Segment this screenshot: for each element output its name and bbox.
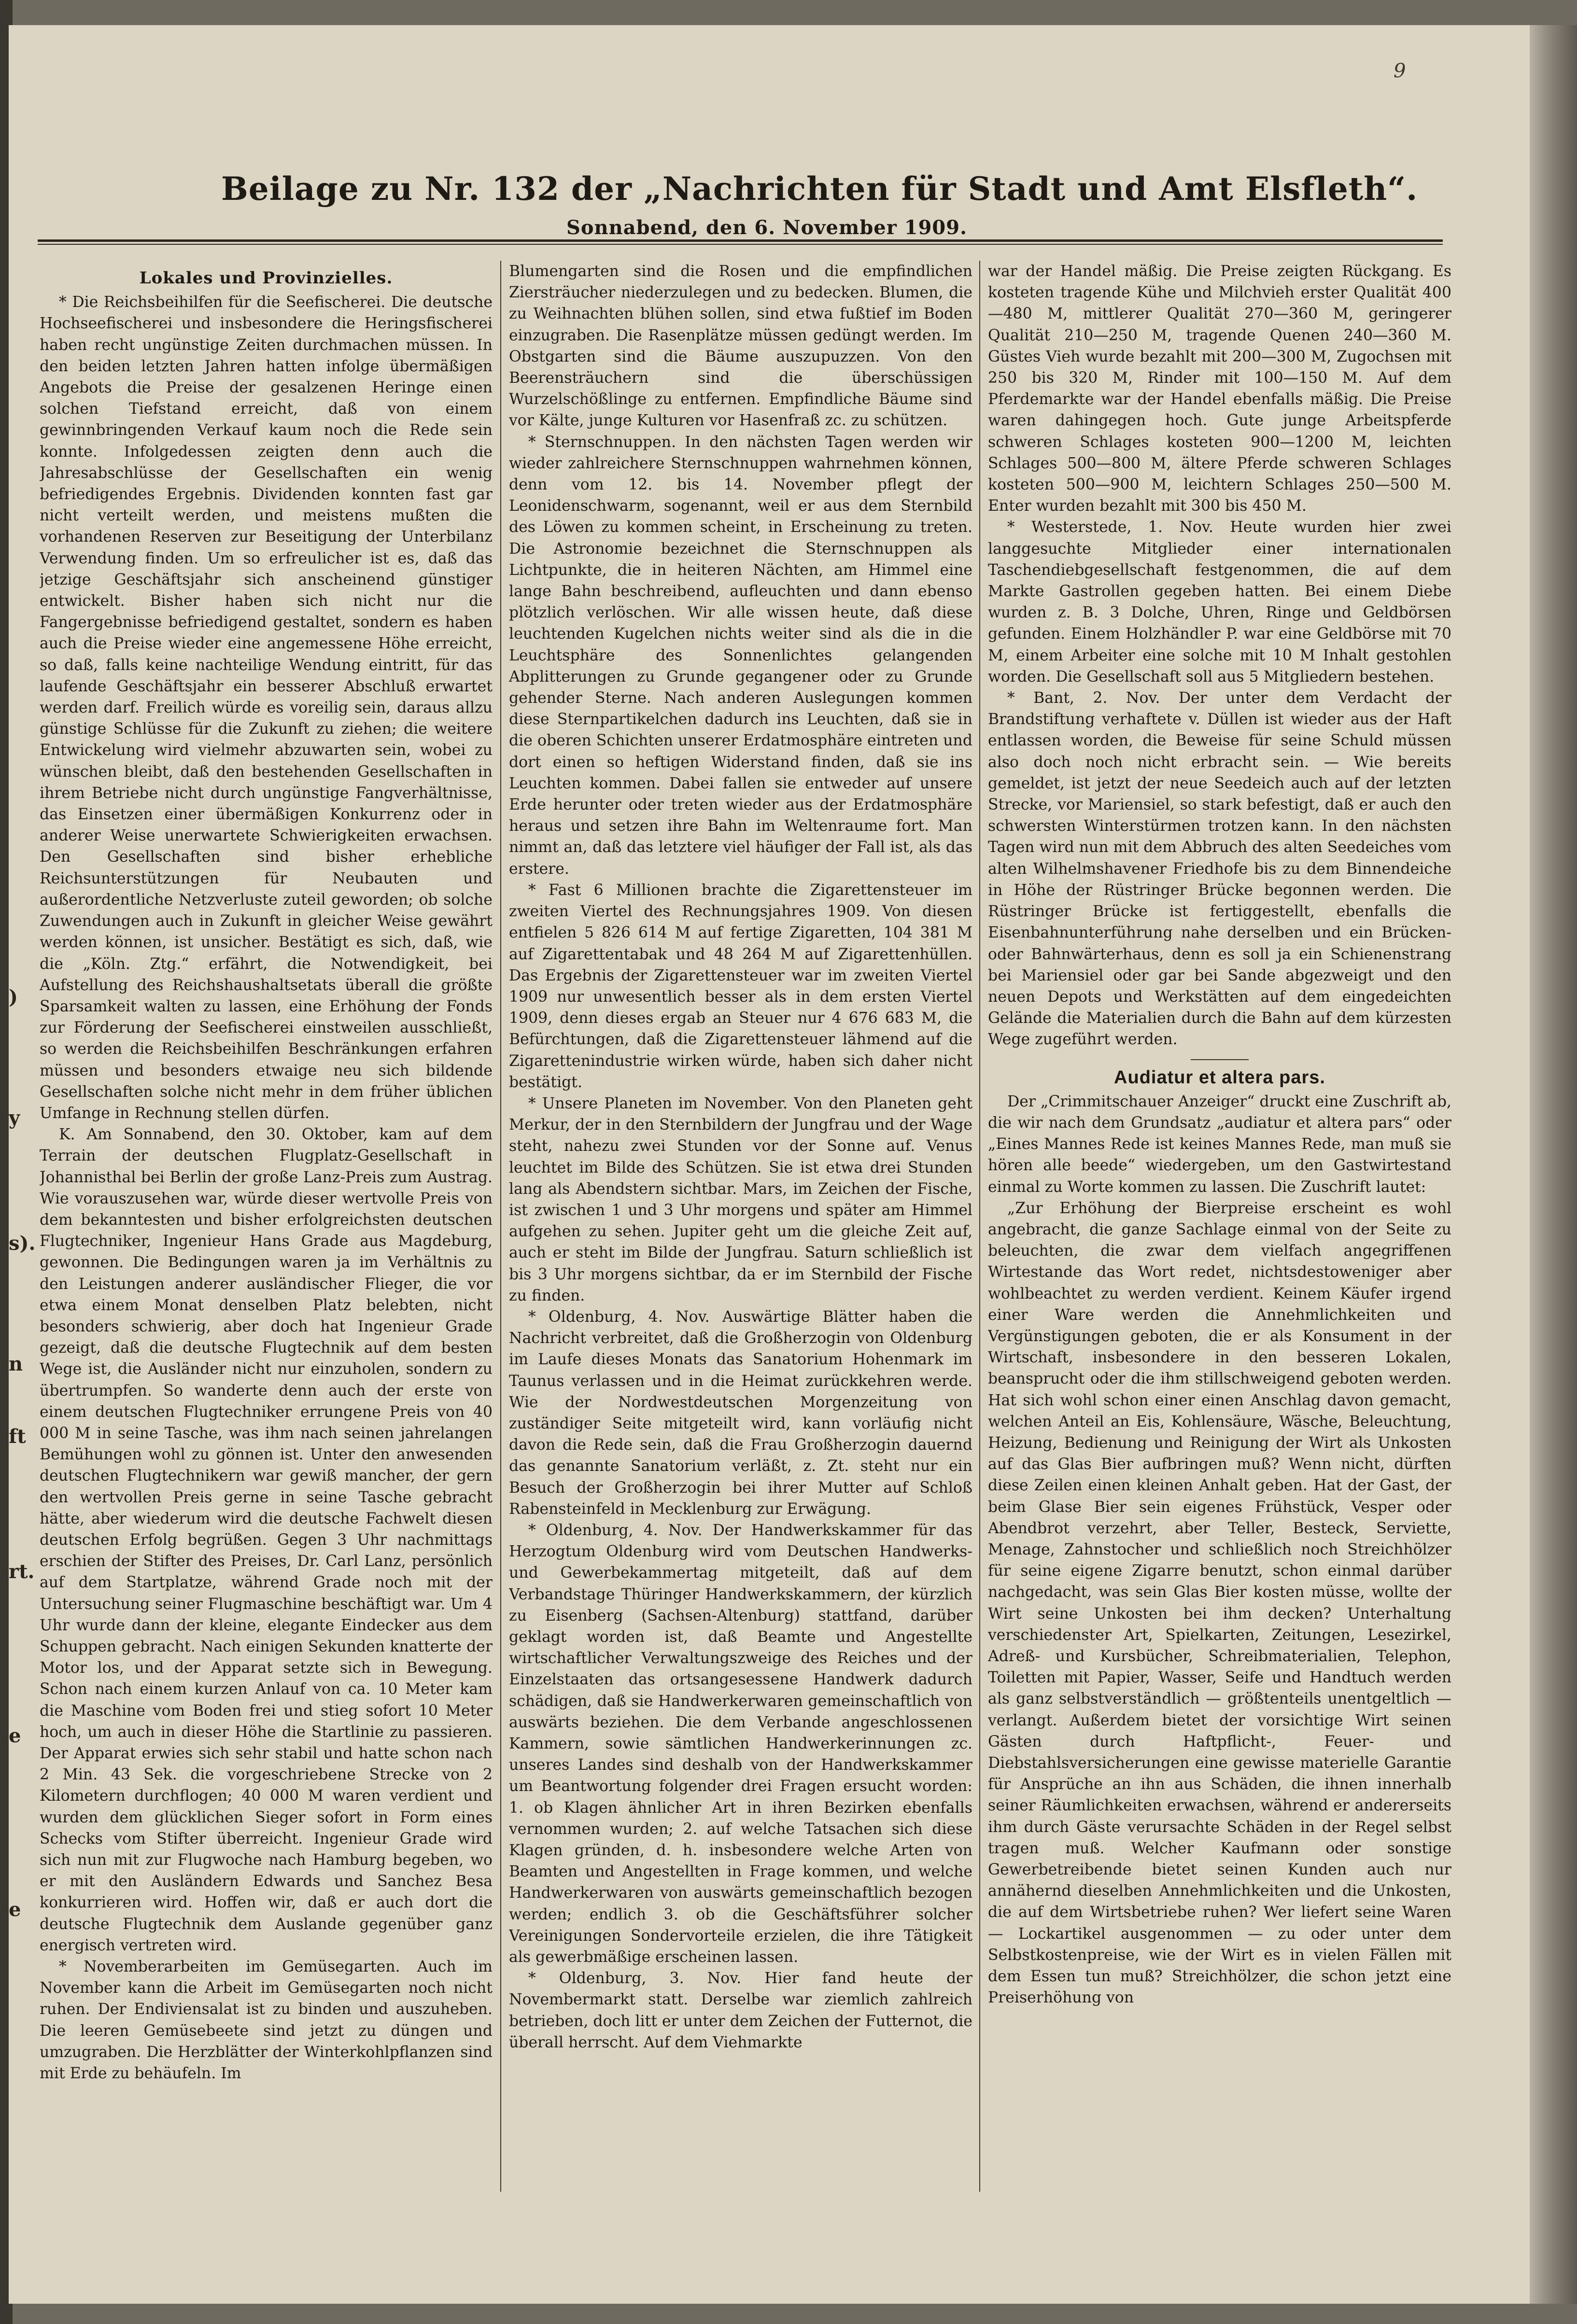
article-paragraph: K. Am Sonnabend, den 30. Oktober, kam auf dem Terrain der deutschen Flugplatz-Gesellschaft in Johannisthal bei Berlin der große Lanz-Preis zum Austrag. Wie vorauszusehen war, würde dieser wertvolle Preis von dem bekanntesten und bisher erfolgreichsten deutschen Flugtechniker, Ingenieur Hans Grade aus Magdeburg, gewonnen. Die Bedingungen waren ja im Verhältnis zu den Leistungen anderer ausländischer Flieger, die vor etwa einem Monat denselben Platz belebten, nicht besonders schwierig, aber doch hat Ingenieur Grade gezeigt, daß die deutsche Flugtechnik auf dem besten Wege ist, die Ausländer nicht nur einzuholen, sondern zu übertrumpfen. So wanderte denn auch der erste von einem deutschen Flugtechniker errungene Preis von 40 000 M in seine Tasche, was ihm nach seinen jahrelangen Bemühungen wohl zu gönnen ist. Unter den anwesenden deutschen Flugtechnikern war gewiß mancher, der gern den wertvollen Preis gerne in seine Tasche gebracht hätte, aber wiederum wird die deutsche Fachwelt diesen deutschen Erfolg begrüßen. Gegen 3 Uhr nachmittags erschien der Stifter des Preises, Dr. Carl Lanz, persönlich auf dem Startplatze, während Grade noch mit der Untersuchung seiner Flugmaschine beschäftigt war. Um 4 Uhr wurde dann der kleine, elegante Eindecker aus dem Schuppen gebracht. Nach einigen Sekunden knatterte der Motor los, und der Apparat setzte sich in Bewegung. Schon nach einem kurzen Anlauf von ca. 10 Meter kam die Maschine vom Boden frei und stieg sofort 10 Meter hoch, um auch in dieser Höhe die Startlinie zu passieren. Der Apparat erwies sich sehr stabil und hatte schon nach 2 Min. 43 Sek. die vorgeschriebene Strecke von 2 Kilometern durchflogen; 40 000 M waren verdient und wurden dem glücklichen Sieger sofort in Form eines Schecks vom Stifter überreicht. Ingenieur Grade wird sich nun mit zur Flugwoche nach Hamburg begeben, wo er mit den Ausländern Edwards und Sanchez Besa konkurrieren wird. Hoffen wir, daß er auch dort die deutsche Flugtechnik dem Auslande gegenüber ganz energisch vertreten wird. xyxy=(40,1126,493,1954)
article-paragraph: * Fast 6 Millionen brachte die Zigarettensteuer im zweiten Viertel des Rechnungsjahres 1909. Von diesen entfielen 5 826 614 M auf fertige Zigaretten, 104 381 M auf Zigarettentabak und 48 264 M auf Zigarettenhüllen. Das Ergebnis der Zigarettensteuer war im zweiten Viertel 1909 nur unwesentlich besser als in dem ersten Viertel 1909, denn dieses ergab an Steuer nur 4 676 683 M, die Befürchtungen, daß die Zigarettensteuer lähmend auf die Zigarettenindustrie wirken würde, haben sich daher nicht bestätigt. xyxy=(509,881,972,1091)
masthead-title: Beilage zu Nr. 132 der „Nachrichten für Stadt und Amt Elsfleth“. xyxy=(221,170,1418,208)
article-paragraph: „Zur Erhöhung der Bierpreise erscheint es wohl angebracht, die ganze Sachlage einmal von der Seite zu beleuchten, die zwar dem vielfach angegriffenen Wirtestande das Wort redet, nichtsdestoweniger aber wohlbeachtet zu werden verdient. Keinem Käufer irgend einer Ware werden die Annehmlichkeiten und Vergünstigungen geboten, die er als Konsument in der Wirtschaft, insbesondere in den besseren Lokalen, beansprucht oder die ihm stillschweigend geboten werden. Hat sich wohl schon einer einen Anschlag davon gemacht, welchen Anteil an Eis, Kohlensäure, Wäsche, Beleuchtung, Heizung, Bedienung und Reinigung der Wirt als Unkosten auf das Glas Bier aufbringen muß? Wenn nicht, dürften diese Zeilen einen kleinen Anhalt geben. Hat der Gast, der beim Glase Bier sein eigenes Frühstück, Vesper oder Abendbrot verzehrt, aber Teller, Besteck, Serviette, Menage, Zahnstocher und schließlich noch Streichhölzer für seine eigene Zigarre benutzt, schon einmal darüber nachgedacht, was sein Glas Bier kosten müsse, wollte der Wirt seine Unkosten bei ihm decken? Unterhaltung verschiedenster Art, Spielkarten, Zeitungen, Lesezirkel, Adreß- und Kursbücher, Schreibmaterialien, Telephon, Toiletten mit Papier, Wasser, Seife und Handtuch werden als ganz selbstverständlich — größtenteils unentgeltlich — verlangt. Außerdem bietet der vorsichtige Wirt seinen Gästen durch Haftpflicht-, Feuer- und Diebstahlsversicherungen eine gewisse materielle Garantie für Ansprüche an ihn aus Schäden, die ihnen innerhalb seiner Räumlichkeiten erwachsen, während er andererseits ihm durch Gäste verursachte Schäden in der Regel selbst tragen muß. Welcher Kaufmann oder sonstige Gewerbetreibende bietet seinen Kunden auch nur annähernd dieselben Annehmlichkeiten und die Unkosten, die auf dem Wirtsbetriebe ruhen? Wer liefert seine Waren — Lockartikel ausgenommen — zu oder unter dem Selbstkostenpreise, wie der Wirt es in vielen Fällen mit dem Essen tun muß? Streichhölzer, die schon jetzt eine Preiserhöhung von xyxy=(988,1199,1451,2007)
header-rule xyxy=(38,239,1443,245)
margin-fragment: y xyxy=(9,1106,20,1129)
article-paragraph: * Novemberarbeiten im Gemüsegarten. Auch im November kann die Arbeit im Gemüsegarten noch nicht ruhen. Der Endiviensalat ist zu binden und auszuheben. Die leeren Gemüsebeete sind jetzt zu düngen und umzugraben. Die Herzblätter der Winterkohlpflanzen sind mit Erde zu behäufeln. Im xyxy=(40,1958,493,2083)
margin-fragment: ) xyxy=(9,986,18,1008)
margin-fragment: n xyxy=(9,1353,23,1375)
margin-fragment: s). xyxy=(9,1232,36,1255)
article-paragraph: * Westerstede, 1. Nov. Heute wurden hier zwei langgesuchte Mitglieder einer internationalen Taschendiebgesellschaft festgenommen, die auf dem Markte Gastrollen gegeben hatten. Bei einem Diebe wurden z. B. 3 Dolche, Uhren, Ringe und Geldbörsen gefunden. Einem Holzhändler P. war eine Geldbörse mit 70 M, einem Arbeiter eine solche mit 10 M Inhalt gestohlen worden. Die Gesellschaft soll aus 5 Mitgliedern bestehen. xyxy=(988,518,1451,686)
section-heading: Audiatur et altera pars. xyxy=(1114,1067,1325,1088)
column-2 xyxy=(509,261,972,2192)
column-divider xyxy=(500,261,501,2192)
article-paragraph: * Unsere Planeten im November. Von den Planeten geht Merkur, der in den Sternbildern der Jungfrau und der Wage steht, nahezu zwei Stunden vor der Sonne auf. Venus leuchtet im Bilde des Schützen. Sie ist etwa drei Stunden lang als Abendstern sichtbar. Mars, im Zeichen der Fische, ist zwischen 1 und 3 Uhr morgens und später am Himmel aufgehen zu sehen. Jupiter geht um die gleiche Zeit auf, auch er steht im Bilde der Jungfrau. Saturn schließlich ist bis 3 Uhr morgens sichtbar, da er im Sternbild der Fische zu finden. xyxy=(509,1094,972,1304)
section-divider xyxy=(1191,1059,1249,1060)
newspaper-page xyxy=(9,25,1530,2304)
article-paragraph: * Oldenburg, 4. Nov. Der Handwerkskammer für das Herzogtum Oldenburg wird vom Deutschen Handwerks- und Gewerbekammertag mitgeteilt, daß auf dem Verbandstage Thüringer Handwerkskammern, der kürzlich zu Eisenberg (Sachsen-Altenburg) stattfand, darüber geklagt worden ist, daß Beamte und Angestellte wirtschaftlicher Verwaltungszweige des Reiches und der Einzelstaaten das ortsangesessene Handwerk dadurch schädigen, daß sie Handwerkerwaren gemeinschaftlich von auswärts beziehen. Die dem Verbande angeschlossenen Kammern, sowie sämtlichen Handwerkerinnungen zc. unseres Landes sind deshalb von der Handwerkskammer um Beantwortung folgender drei Fragen ersucht worden: 1. ob Klagen ähnlicher Art in ihren Bezirken ebenfalls vernommen wurden; 2. auf welche Tatsachen sich diese Klagen gründen, d. h. insbesondere welche Arten von Beamten und Angestellten in Frage kommen, und welche Handwerkerwaren von auswärts gemeinschaftlich bezogen werden; endlich 3. ob die Geschäftsführer solcher Vereinigungen Sondervorteile erzielen, die ihre Tätigkeit als gewerbmäßige erscheinen lassen. xyxy=(509,1521,972,1966)
margin-fragment: ft xyxy=(9,1425,26,1448)
article-paragraph: Blumengarten sind die Rosen und die empfindlichen Ziersträucher niederzulegen und zu bedecken. Blumen, die zu Weihnachten blühen sollen, sind etwa fußtief im Boden einzugraben. Die Rasenplätze müssen gedüngt werden. Im Obstgarten sind die Bäume auszupuzzen. Von den Beerensträuchern sind die überschüssigen Wurzelschößlinge zu entfernen. Empfindliche Bäume sind vor Kälte, junge Kulturen vor Hasenfraß zc. zu schützen. xyxy=(509,263,972,430)
folio-number: 9 xyxy=(1394,60,1406,82)
article-paragraph: Der „Crimmitschauer Anzeiger“ druckt eine Zuschrift ab, die wir nach dem Grundsatz „audiatur et altera pars“ oder „Eines Mannes Rede ist keines Mannes Rede, man muß sie hören alle beede“ wiedergeben, um den Gastwirtestand einmal zu Worte kommen zu lassen. Die Zuschrift lautet: xyxy=(988,1092,1451,1196)
article-paragraph: * Die Reichsbeihilfen für die Seefischerei. Die deutsche Hochseefischerei und insbesondere die Heringsfischerei haben recht ungünstige Zeiten durchmachen müssen. In den beiden letzten Jahren hatten infolge übermäßigen Angebots die Preise der gesalzenen Heringe einen solchen Tiefstand erreicht, daß von einem gewinnbringenden Verkauf kaum noch die Rede sein konnte. Infolgedessen zeigten denn auch die Jahresabschlüsse der Gesellschaften ein wenig befriedigendes Ergebnis. Dividenden konnten fast gar nicht verteilt werden, und meistens mußten die vorhandenen Reserven zur Beseitigung der Unterbilanz Verwendung finden. Um so erfreulicher ist es, daß das jetzige Geschäftsjahr sich anscheinend günstiger entwickelt. Bisher haben sich nicht nur die Fangergebnisse befriedigend gestaltet, sondern es haben auch die Preise wieder eine angemessene Höhe erreicht, so daß, falls keine nachteilige Wendung eintritt, für das laufende Geschäftsjahr ein besserer Abschluß erwartet werden darf. Freilich würde es voreilig sein, daraus allzu günstige Schlüsse für die Zukunft zu ziehen; die weitere Entwickelung wird vielmehr abzuwarten sein, wobei zu wünschen bleibt, daß den bestehenden Gesellschaften in ihrem Betriebe nicht durch ungünstige Fangverhältnisse, das Einsetzen einer übermäßigen Konkurrenz oder in anderer Weise unerwartete Schwierigkeiten erwachsen. Den Gesellschaften sind bisher erhebliche Reichsunterstützungen für Neubauten und außerordentliche Netzverluste zuteil geworden; ob solche Zuwendungen auch in Zukunft in gleicher Weise gewährt werden können, ist unsicher. Bestätigt es sich, daß, wie die „Köln. Ztg.“ erfährt, die Notwendigkeit, bei Aufstellung des Reichshaushaltsetats überall die größte Sparsamkeit walten zu lassen, eine Erhöhung der Fonds zur Förderung der Seefischerei einstweilen ausschließt, so werden die Reichsbeihilfen Beschränkungen erfahren müssen und besonders etwaige neu sich bildende Gesellschaften solche nicht mehr in dem früher üblichen Umfange in Rechnung stellen dürfen. xyxy=(40,294,493,1122)
column-divider xyxy=(979,261,980,2192)
margin-fragment: e xyxy=(9,1724,21,1747)
article-paragraph: * Sternschnuppen. In den nächsten Tagen werden wir wieder zahlreichere Sternschnuppen wahrnehmen können, denn vom 12. bis 14. November pflegt der Leonidenschwarm, sogenannt, weil er aus dem Sternbild des Löwen zu kommen scheint, in Erscheinung zu treten. Die Astronomie bezeichnet die Sternschnuppen als Lichtpunkte, die in heiteren Nächten, am Himmel eine lange Bahn beschreibend, aufleuchten und dann ebenso plötzlich verlöschen. Wir alle wissen heute, daß diese leuchtenden Kugelchen nichts weiter sind als die in die Leuchtsphäre des Sonnenlichtes gelangenden Abplitterungen zu Grunde gegangener oder zu Grunde gehender Sterne. Nach anderen Auslegungen kommen diese Sternpartikelchen dadurch ins Leuchten, daß sie in die oberen Schichten unserer Erdatmosphäre eintreten und dort einen so heftigen Widerstand finden, daß sie ins Leuchten kommen. Dabei fallen sie entweder auf unsere Erde herunter oder treten wieder aus der Erdatmosphäre heraus und setzen ihre Bahn im Weltenraume fort. Man nimmt an, daß das letztere viel häufiger der Fall ist, als das erstere. xyxy=(509,433,972,878)
article-paragraph: * Oldenburg, 4. Nov. Auswärtige Blätter haben die Nachricht verbreitet, daß die Großherzogin von Oldenburg im Laufe dieses Monats das Sanatorium Hohenmark im Taunus verlassen und in die Heimat zurückkehren werde. Wie der Nordwestdeutschen Morgenzeitung von zuständiger Seite mitgeteilt wird, kann vorläufig nicht davon die Rede sein, daß die Frau Großherzogin dauernd das genannte Sanatorium verläßt, z. Zt. steht nur ein Besuch der Großherzogin bei ihrer Mutter auf Schloß Rabensteinfeld in Mecklenburg zur Erwägung. xyxy=(509,1308,972,1518)
margin-fragment: rt. xyxy=(9,1560,35,1583)
article-paragraph: * Bant, 2. Nov. Der unter dem Verdacht der Brandstiftung verhaftete v. Düllen ist wieder aus der Haft entlassen worden, die Beweise für seine Schuld müssen also doch noch nicht erbracht sein. — Wie bereits gemeldet, ist jetzt der neue Seedeich auch auf der letzten Strecke, vor Mariensiel, so stark befestigt, daß er auch den schwersten Winterstürmen trotzen kann. In den nächsten Tagen wird nun mit dem Abbruch des alten Seedeiches vom alten Wilhelmshavener Friedhofe bis zu dem Binnendeiche in Höhe der Rüstringer Brücke begonnen werden. Die Rüstringer Brücke ist fertiggestellt, ebenfalls die Eisenbahnunterführung nahe derselben und ein Brücken- oder Bahnwärterhaus, denn es soll ja ein Schienenstrang bei Mariensiel oder gar bei Sande abgezweigt und den neuen Depots und Werkstätten auf dem eingedeichten Gelände die Materialien durch die Bahn auf dem kürzesten Wege zugeführt werden. xyxy=(988,689,1451,1049)
article-paragraph: war der Handel mäßig. Die Preise zeigten Rückgang. Es kosteten tragende Kühe und Milchvieh erster Qualität 400—480 M, mittlerer Qualität 270—360 M, geringerer Qualität 210—250 M, tragende Quenen 240—360 M. Güstes Vieh wurde bezahlt mit 200—300 M, Zugochsen mit 250 bis 320 M, Rinder mit 100—150 M. Auf dem Pferdemarkte war der Handel ebenfalls mäßig. Die Preise waren dahingegen hoch. Gute junge Arbeitspferde schweren Schlages kosteten 900—1200 M, leichten Schlages 500—800 M, ältere Pferde schweren Schlages kosteten 500—900 M, leichtern Schlages 250—500 M. Enter wurden bezahlt mit 300 bis 450 M. xyxy=(988,263,1451,515)
column-3 xyxy=(988,261,1451,2192)
page-edge-stack xyxy=(1530,25,1577,2304)
dateline: Sonnabend, den 6. November 1909. xyxy=(566,216,967,239)
section-heading: Lokales und Provinzielles. xyxy=(139,268,393,288)
margin-fragment: e xyxy=(9,1898,21,1921)
article-paragraph: * Oldenburg, 3. Nov. Hier fand heute der Novembermarkt statt. Derselbe war ziemlich zahlreich betrieben, doch litt er unter dem Zeichen der Futternot, die überall herrscht. Auf dem Viehmarkte xyxy=(509,1970,972,2051)
column-1 xyxy=(40,261,493,2192)
